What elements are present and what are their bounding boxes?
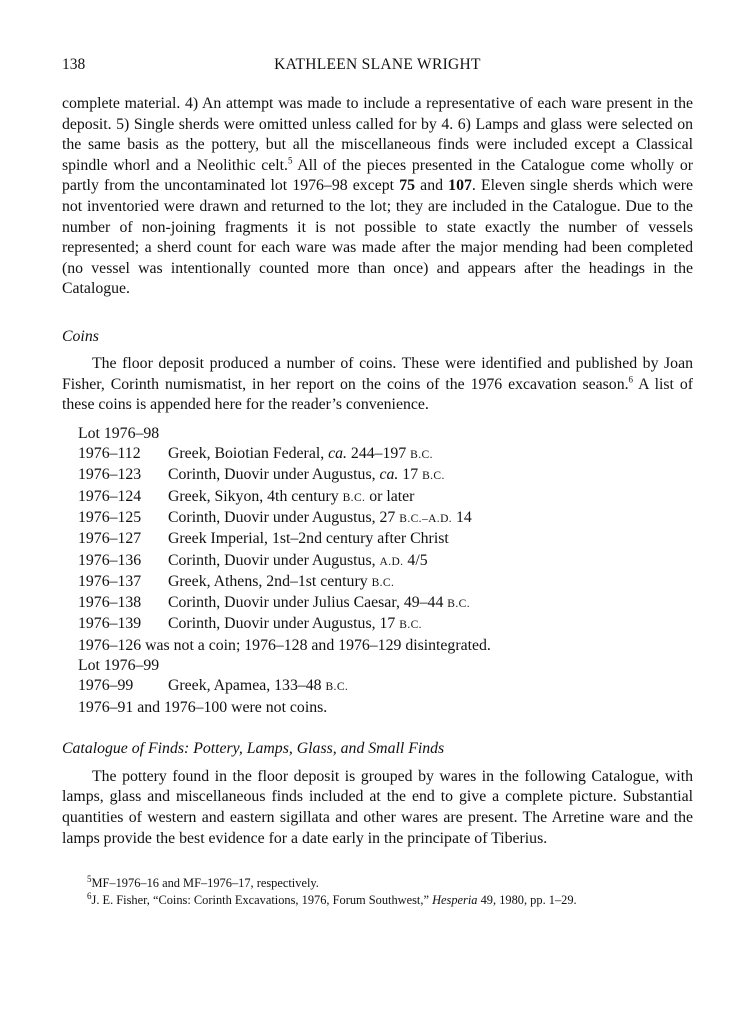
- intro-and: and: [415, 177, 449, 195]
- coin-date: 17: [398, 466, 423, 484]
- coin-description: Corinth, Duovir under Augustus, 27: [168, 508, 400, 526]
- coin-inventory-number: 1976–127: [78, 530, 142, 548]
- coin-date: 244–197: [346, 445, 411, 463]
- coin-era: B.C.: [399, 619, 422, 632]
- footnote-6-number: 6: [87, 891, 92, 902]
- coin-inventory-number: 1976–99: [78, 677, 134, 695]
- catalogue-heading: Catalogue of Finds: Pottery, Lamps, Glass, and Small Finds: [62, 739, 445, 757]
- coins-text-1: The floor deposit produced a number of coins. These were identified and published by Joan Fisher, Corinth numismatist, in her report on the coins of the 1976 excavation season.: [62, 354, 693, 393]
- catalogue-ref-75: 75: [399, 177, 415, 195]
- intro-text-3: . Eleven single sherds which were not inventoried were drawn and returned to the lot; they are included in the Catalogue. Due to the number of non-joining fragments it is not possible to state exactly the number of vessels represented; a sherd count for each ware was made after the major mending had been completed (no vessel was intentionally counted more than once) and appears after the headings in the Catalogue.: [62, 177, 693, 298]
- footnote-6-text-1: J. E. Fisher, “Coins: Corinth Excavations, 1976, Forum Southwest,”: [91, 893, 433, 908]
- footnote-5-text: MF–1976–16 and MF–1976–17, respectively.: [91, 876, 319, 891]
- running-head-author: KATHLEEN SLANE WRIGHT: [274, 56, 481, 73]
- lot-98-items: [78, 444, 693, 636]
- coin-inventory-number: 1976–139: [78, 615, 142, 633]
- coin-inventory-number: 1976–125: [78, 508, 142, 526]
- catalogue-paragraph: The pottery found in the floor deposit is grouped by wares in the following Catalogue, with lamps, glass and miscellaneous finds included at the end to give a complete picture. Substantial quantities of western and eastern sigillata and other wares are present. The Arretine ware and the lamps provide the best evidence for a date early in the principate of Tiberius.: [62, 767, 693, 847]
- footnote-ref-6[interactable]: 6: [628, 374, 634, 385]
- coin-inventory-number: 1976–124: [78, 487, 142, 505]
- coin-era: B.C.: [342, 491, 366, 504]
- footnote-ref-5[interactable]: 5: [287, 155, 293, 166]
- coin-description: Greek, Sikyon, 4th century: [168, 487, 343, 505]
- coin-description: Corinth, Duovir under Augustus, 17: [168, 615, 400, 633]
- footnote-6-text-2: 49, 1980, pp. 1–29.: [477, 893, 577, 908]
- coin-row: [78, 676, 693, 697]
- intro-text-2: All of the pieces presented in the Catalogue come wholly or partly from the uncontaminated lot 1976–98 except: [62, 156, 693, 195]
- footnote-6-journal: Hesperia: [432, 893, 478, 908]
- footnote-6: [62, 892, 693, 909]
- footnotes: [62, 875, 693, 909]
- coins-text-2: A list of these coins is appended here for the reader’s convenience.: [62, 375, 693, 414]
- coin-inventory-number: 1976–138: [78, 594, 142, 612]
- lot-99-label: Lot 1976–99: [78, 656, 160, 674]
- coin-description: Corinth, Duovir under Augustus,: [168, 466, 380, 484]
- running-header: [62, 56, 693, 82]
- lot-98-note: 1976–126 was not a coin; 1976–128 and 1976–129 disintegrated.: [78, 636, 491, 654]
- coin-description-end: 14: [452, 508, 472, 526]
- coins-paragraph: [62, 354, 693, 416]
- coin-row: [78, 614, 693, 635]
- page-number: 138: [62, 56, 86, 73]
- coin-era: B.C.: [325, 681, 349, 694]
- coin-row: [78, 551, 693, 572]
- coin-row: [78, 593, 693, 614]
- coin-description: Greek Imperial, 1st–2nd century after Christ: [168, 530, 449, 548]
- coin-row: [78, 487, 693, 508]
- coin-description-italic: ca.: [379, 466, 399, 484]
- coin-description: Corinth, Duovir under Augustus,: [168, 551, 380, 569]
- coin-row: [78, 529, 693, 550]
- coin-era: B.C.: [422, 470, 445, 483]
- footnote-5: [62, 875, 693, 892]
- coin-description: Corinth, Duovir under Julius Caesar, 49–44: [168, 594, 448, 612]
- coin-row: [78, 465, 693, 486]
- coin-description-end: or later: [365, 487, 415, 505]
- catalogue-ref-107: 107: [448, 177, 472, 195]
- coin-description: Greek, Boiotian Federal,: [168, 445, 329, 463]
- coin-description: Greek, Athens, 2nd–1st century: [168, 572, 372, 590]
- coin-inventory-number: 1976–123: [78, 466, 142, 484]
- intro-text-1: complete material. 4) An attempt was made to include a representative of each ware present in the deposit. 5) Single sherds were omitted unless called for by 4. 6) Lamps and glass were selected on the same basis as the pottery, but all the miscellaneous finds were included except a Classical spindle whorl and a Neolithic celt.: [62, 95, 693, 174]
- coin-row: [78, 508, 693, 529]
- intro-paragraph: [62, 94, 693, 300]
- lot-99-items: [78, 676, 693, 697]
- coin-inventory-number: 1976–136: [78, 551, 142, 569]
- coin-era: A.D.: [379, 555, 404, 568]
- coin-era: B.C.: [447, 598, 470, 611]
- coin-row: [78, 444, 693, 465]
- coin-inventory-number: 1976–137: [78, 572, 142, 590]
- coin-description: Greek, Apamea, 133–48: [168, 677, 326, 695]
- lot-98-label: Lot 1976–98: [78, 424, 160, 442]
- coin-era: B.C.: [410, 449, 433, 462]
- footnote-5-number: 5: [87, 874, 92, 885]
- coin-description-end: 4/5: [403, 551, 428, 569]
- coin-era: B.C.–A.D.: [399, 512, 453, 525]
- coin-inventory-number: 1976–112: [78, 445, 141, 463]
- page: [62, 56, 693, 909]
- coin-era: B.C.: [371, 576, 395, 589]
- lot-99-note: 1976–91 and 1976–100 were not coins.: [78, 698, 328, 716]
- coin-row: [78, 572, 693, 593]
- coin-description-italic: ca.: [328, 445, 347, 463]
- coins-heading: Coins: [62, 327, 99, 345]
- coin-list: [78, 424, 693, 718]
